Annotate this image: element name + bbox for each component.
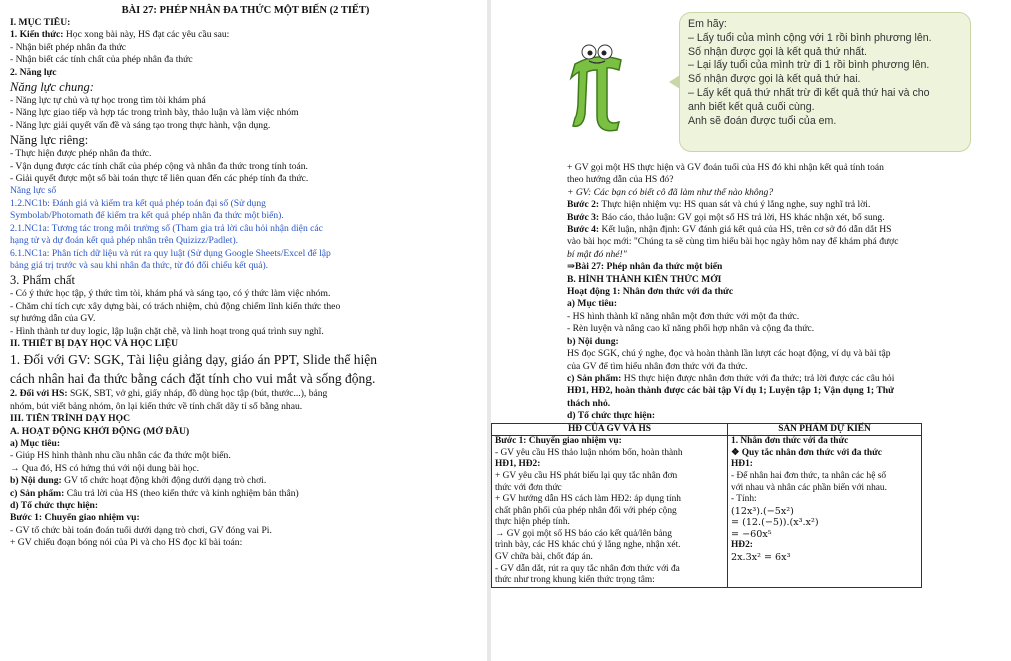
text-line: 1. Kiến thức: Học xong bài này, HS đạt các yêu cầu sau: — [10, 29, 230, 41]
text-line: - Có ý thức học tập, ý thức tìm tòi, khám phá và sáng tạo, có ý thức làm việc nhóm. — [10, 288, 331, 300]
cell-line: GV chữa bài, chốt đáp án. — [495, 552, 593, 563]
cell-line: + GV yêu cầu HS phát biểu lại quy tắc nhân đơn — [495, 470, 678, 481]
bubble-line: anh biết kết quả cuối cùng. — [688, 100, 815, 113]
text-line: Năng lực riêng: — [10, 133, 89, 148]
cell-line: Bước 1: Chuyển giao nhiệm vụ: — [495, 436, 622, 447]
text-line: - Thực hiện được phép nhân đa thức. — [10, 148, 152, 160]
text-line: 6.1.NC1a: Phân tích dữ liệu và rút ra quy luật (Sử dụng Google Sheets/Excel để lập — [10, 247, 331, 259]
cell-line: HĐ1: — [731, 459, 753, 470]
text-line: d) Tổ chức thực hiện: — [10, 500, 99, 511]
text-line: thách nhỏ. — [567, 397, 611, 409]
text-line: 3. Phẩm chất — [10, 273, 75, 288]
lesson-title: BÀI 27: PHÉP NHÂN ĐA THỨC MỘT BIẾN (2 TIẾT) — [121, 5, 370, 16]
text-line: a) Mục tiêu: — [10, 437, 61, 449]
bubble-line: – Lấy tuổi của mình cộng với 1 rồi bình phương lên. — [688, 31, 932, 44]
table-cell-activity — [492, 436, 728, 588]
text-line: B. HÌNH THÀNH KIẾN THỨC MỚI — [567, 273, 722, 285]
text-line: Bước 2: Thực hiện nhiệm vụ: HS quan sát và chú ý lắng nghe, suy nghĩ trả lời. — [567, 199, 871, 211]
cell-line: 1. Nhân đơn thức với đa thức — [731, 436, 849, 447]
cell-line: = (12.(−5)).(x³.x²) — [731, 517, 819, 529]
text-line: sự hướng dẫn của GV. — [10, 313, 96, 325]
cell-line: HĐ2: — [731, 540, 753, 551]
text-line: a) Mục tiêu: — [567, 298, 618, 310]
text-line: d) Tổ chức thực hiện: — [567, 410, 656, 422]
text-line: III. TIẾN TRÌNH DẠY HỌC — [10, 413, 131, 425]
text-line: HS đọc SGK, chú ý nghe, đọc và hoàn thành lần lượt các hoạt động, ví dụ và bài tập — [567, 348, 891, 360]
text-line: II. THIẾT BỊ DẠY HỌC VÀ HỌC LIỆU — [10, 337, 179, 349]
text-line: bảng giá trị trước và sau khi nhân đa thức, từ đó đối chiếu kết quả). — [10, 259, 269, 271]
speech-bubble — [679, 12, 971, 152]
table-header-teacher-activity: HĐ CỦA GV VÀ HS — [492, 423, 728, 436]
text-line: - Hình thành tư duy logic, lập luận chặt chẽ, và linh hoạt trong quá trình suy nghĩ. — [10, 325, 324, 337]
text-line: bí mật đó nhé!" — [567, 248, 627, 260]
cell-line: thức như trong khung kiến thức trọng tâm: — [495, 575, 655, 586]
table-row — [492, 436, 922, 588]
table-cell-product — [728, 436, 922, 588]
bubble-line: Số nhận được gọi là kết quả thứ hai. — [688, 73, 861, 86]
text-line: 1. Đối với GV: SGK, Tài liệu giảng dạy, giáo án PPT, Slide thể hiện — [10, 352, 377, 368]
speech-illustration — [567, 10, 997, 162]
text-line: Symbolab/Photomath để kiểm tra kết quả phép nhân đa thức một biến). — [10, 210, 284, 222]
text-line: Bước 4: Kết luận, nhận định: GV đánh giá kết quả của HS, trên cơ sở đó dẫn dắt HS — [567, 224, 892, 236]
cell-line: + GV hướng dẫn HS cách làm HĐ2: áp dụng tính — [495, 494, 681, 505]
pi-character-icon — [567, 34, 627, 134]
text-line: - Năng lực tự chủ và tự học trong tìm tòi khám phá — [10, 95, 206, 107]
cell-line: HĐ1, HĐ2: — [495, 459, 541, 470]
text-line: HĐ1, HĐ2, hoàn thành được các bài tập Ví dụ 1; Luyện tập 1; Vận dụng 1; Thử — [567, 385, 894, 397]
text-line: Bước 3: Báo cáo, thảo luận: GV gọi một số HS trả lời, HS khác nhận xét, bổ sung. — [567, 211, 885, 223]
text-line: b) Nội dung: — [567, 335, 619, 347]
text-line: - GV tổ chức bài toán đoán tuổi dưới dạng trò chơi, GV đóng vai Pi. — [10, 524, 272, 536]
text-line: + GV: Các bạn có biết cô đã làm như thế nào không? — [567, 186, 774, 198]
text-line: 2. Đối với HS: SGK, SBT, vở ghi, giấy nháp, đồ dùng học tập (bút, thước...), bảng — [10, 388, 328, 400]
cell-line: trình bày, các HS khác chú ý lắng nghe, nhận xét. — [495, 540, 681, 551]
cell-line: (12x³).(−5x²) — [731, 505, 794, 517]
cell-line: - Để nhân hai đơn thức, ta nhân các hệ số — [731, 470, 887, 481]
text-line: - Năng lực giải quyết vấn đề và sáng tạo trong thực hành, vận dụng. — [10, 119, 271, 131]
text-line: theo hướng dẫn của HS đó? — [567, 174, 674, 186]
text-line: A. HOẠT ĐỘNG KHỞI ĐỘNG (MỞ ĐẦU) — [10, 425, 190, 437]
text-line: - Giải quyết được một số bài toán thực tế liên quan đến các phép tính đa thức. — [10, 173, 309, 185]
text-line: cách nhân hai đa thức bằng cách đặt tính cho vui mắt và sống động. — [10, 371, 376, 387]
table-header-expected-product: SẢN PHẨM DỰ KIẾN — [728, 423, 922, 436]
cell-line: → GV gọi một số HS báo cáo kết quả/lên bảng — [495, 528, 672, 539]
text-line: - Nhận biết các tính chất của phép nhân đa thức — [10, 54, 193, 66]
cell-line: ❖ Quy tắc nhân đơn thức với đa thức — [731, 447, 882, 458]
cell-line: chất phân phối của phép nhân đối với phép cộng — [495, 505, 677, 516]
cell-line: - GV dẫn dắt, rút ra quy tắc nhân đơn thức với đa — [495, 563, 680, 574]
cell-line: = −60x⁵ — [731, 528, 772, 540]
text-line: - Vận dụng được các tính chất của phép cộng và nhân đa thức trong tính toán. — [10, 160, 308, 172]
text-line: Hoạt động 1: Nhân đơn thức với đa thức — [567, 286, 734, 298]
text-line: I. MỤC TIÊU: — [10, 17, 71, 28]
text-line: ⇒Bài 27: Phép nhân đa thức một biến — [567, 261, 723, 273]
text-line: vào bài học mới: "Chúng ta sẽ cùng tìm hiểu bài học ngày hôm nay để khám phá được — [567, 236, 899, 248]
text-line: b) Nội dung: GV tổ chức hoạt động khởi động dưới dạng trò chơi. — [10, 475, 267, 487]
text-line: - Rèn luyện và nâng cao kĩ năng phối hợp nhân và cộng đa thức. — [567, 323, 815, 335]
text-line: + GV gọi một HS thực hiện và GV đoán tuổi của HS đó khi nhận kết quả tính toán — [567, 162, 884, 173]
text-line: - Chăm chỉ tích cực xây dựng bài, có trách nhiệm, chủ động chiếm lĩnh kiến thức theo — [10, 300, 341, 312]
text-line: - HS hình thành kĩ năng nhân một đơn thức với một đa thức. — [567, 310, 800, 322]
bubble-line: Anh sẽ đoán được tuổi của em. — [688, 114, 837, 127]
text-line: 2.1.NC1a: Tương tác trong môi trường số (Tham gia trả lời câu hỏi nhận diện các — [10, 222, 323, 234]
right-page-content — [567, 162, 997, 423]
document-page-right — [491, 0, 1011, 661]
text-line: Năng lực số — [10, 185, 57, 197]
text-line: của GV để tìm hiểu nhân đơn thức với đa thức. — [567, 360, 748, 372]
text-line: Năng lực chung: — [10, 80, 94, 95]
table-header-row — [492, 423, 922, 436]
text-line: → Qua đó, HS có hứng thú với nội dung bài học. — [10, 462, 200, 474]
text-line: - Nhận biết phép nhân đa thức — [10, 41, 127, 53]
bubble-line: – Lấy kết quả thứ nhất trừ đi kết quả thứ hai và cho — [688, 86, 930, 99]
cell-line: - GV yêu cầu HS thảo luận nhóm bốn, hoàn thành — [495, 447, 683, 458]
left-page-content — [10, 17, 481, 550]
text-line: 2. Năng lực — [10, 66, 57, 78]
cell-line: thực hiện phép tính. — [495, 517, 570, 528]
text-line: c) Sản phẩm: Câu trả lời của HS (theo kiến thức và kinh nghiệm bản thân) — [10, 487, 299, 499]
bubble-line: – Lại lấy tuổi của mình trừ đi 1 rồi bình phương lên. — [688, 59, 930, 72]
text-line: nhóm, bút viết bảng nhóm, ôn lại kiến thức về tính chất dãy tỉ số bằng nhau. — [10, 400, 303, 412]
text-line: 1.2.NC1b: Đánh giá và kiểm tra kết quả phép toán đại số (Sử dụng — [10, 197, 266, 209]
text-line: - Giúp HS hình thành nhu cầu nhân các đa thức một biến. — [10, 450, 231, 462]
text-line: + GV chiếu đoạn bóng nói của Pi và cho HS đọc kĩ bài toán: — [10, 537, 243, 549]
bubble-heading: Em hãy: — [688, 18, 727, 30]
cell-line: - Tính: — [731, 494, 757, 505]
cell-line: 2x.3x² = 6x³ — [731, 552, 791, 564]
text-line: Bước 1: Chuyển giao nhiệm vụ: — [10, 512, 140, 524]
bubble-line: Số nhận được gọi là kết quả thứ nhất. — [688, 45, 867, 58]
text-line: c) Sản phẩm: HS thực hiện được nhân đơn thức với đa thức; trả lời được các câu hỏi — [567, 372, 895, 384]
cell-line: với nhau và nhân các phần biến với nhau. — [731, 482, 887, 493]
text-line: hạng tử và dự đoán kết quả phép nhân trên Quizizz/Padlet). — [10, 235, 239, 247]
text-line: - Năng lực giao tiếp và hợp tác trong trình bày, thảo luận và làm việc nhóm — [10, 107, 299, 119]
cell-line: thức với đơn thức — [495, 482, 562, 493]
activity-table — [491, 423, 922, 588]
document-page-left — [0, 0, 487, 661]
